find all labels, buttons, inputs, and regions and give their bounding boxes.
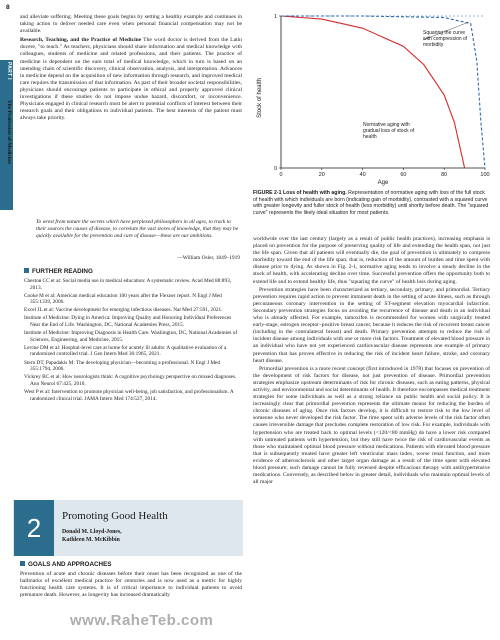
chapter-title: Promoting Good Health bbox=[62, 510, 168, 522]
reference-item: Chestов CC et al: Social media use in medical education: A systematic review. Acad Med 88:893, 2013. bbox=[24, 278, 232, 291]
goals-heading bbox=[20, 561, 112, 568]
body-paragraph: worldwide over the last century (largely as a result of public health practices), increasing emphasis is placed on prevention for the purpose of preserving quality of life and extending the health span, not just the life span. Given that all patients will eventually die, the goal of prevention is ultimately to compress morbidity toward the end of the life span; that is, reduction of the amount of burden and time spent with disease prior to dying. As shown in Fig. 2-1, normative aging tends to involve a steady decline in the stock of health, with accelerating decline over time. Successful prevention offers the opportunity both to extend life and to extend healthy life, thus "squaring the curve" of health loss during aging. bbox=[253, 236, 490, 285]
body-paragraph: Prevention strategies have been characterized as tertiary, secondary, primary, and primordial. Tertiary prevention requires rapid action to prevent imminent death in the setting of acute illness, such as through percutaneous coronary intervention in the setting of ST-segment elevation myocardial infarction. Secondary prevention strategies focus on avoiding the recurrence of disease and death in an individual who is already affected. For example, tamoxifen is recommended for women with surgically treated early-stage, estrogen receptor–positive breast cancer, because it reduces the risk of recurrent breast cancer (including in the contralateral breast) and death. Primary prevention attempts to reduce the risk of incident disease among individuals with one or more risk factors. Treatment of elevated blood pressure in an individual who have not yet experienced cardiovascular disease represents one example of primary prevention that has proven effective in reducing the risk of incident heart failure, stroke, and coronary heart disease. bbox=[253, 286, 490, 364]
reference-item: Institute of Medicine: Dying in America: Improving Quality and Honoring Individual Preferences Near the End of Life. Washington, DC, National Academies Press, 2015. bbox=[24, 315, 232, 329]
y-axis-label: Stock of health bbox=[257, 78, 263, 118]
chapter-number: 2 bbox=[14, 500, 54, 556]
reference-item: Stern DT, Papadakis M: The developing physician—becoming a professional. N Engl J Med 355:1794, 2006. bbox=[24, 359, 221, 373]
x-axis-label: Age bbox=[377, 180, 389, 186]
left-column bbox=[20, 14, 242, 124]
stock-of-health-chart bbox=[253, 8, 490, 186]
reference-item: Levine DM et al: Hospital-level care at home for acutely ill adults: A qualitative evaluation of a randomized controlled trial. J Gen Intern Med 36:1965, 2021. bbox=[24, 344, 227, 358]
x-tick-label: 80 bbox=[441, 172, 448, 178]
x-tick-label: 20 bbox=[318, 172, 325, 178]
further-reading-heading bbox=[24, 268, 93, 275]
figure-caption bbox=[253, 190, 490, 216]
goals-label: GOALS AND APPROACHES bbox=[28, 561, 112, 568]
x-tick-label: 100 bbox=[480, 172, 490, 178]
annotation-normative bbox=[363, 122, 415, 140]
part-title: The Profession of Medicine bbox=[6, 100, 12, 164]
x-tick-label: 60 bbox=[400, 172, 407, 178]
osler-quote: To wrest from nature the secrets which have perplexed philosophers in all ages, to track to their sources the causes of disease, to correlate the vast stores of knowledge, that they may be quickly available for the prevention and cure of disease—these are our ambitions. bbox=[36, 219, 239, 239]
reference-item: West P et al: Intervention to promote physician well-being, job satisfaction, and professionalism. A randomized clinical trial. JAMA Intern Med 174:527, 2014. bbox=[24, 388, 234, 402]
right-column bbox=[253, 236, 490, 487]
part-label: PART I bbox=[6, 62, 12, 80]
x-tick-label: 40 bbox=[359, 172, 366, 178]
y-tick-label: 0 bbox=[273, 166, 277, 172]
figure-title: Loss of health with aging. bbox=[283, 190, 347, 196]
annotation-line: with compression of bbox=[423, 36, 468, 42]
reference-item: Vickrey BC et al: How neurologists think: A cognitive psychology perspective on missed diagnoses. Ann Neurol 67:425, 2010. bbox=[24, 374, 237, 387]
annotation-line: Normative aging with bbox=[363, 122, 410, 128]
author-2: Kathleen M. McKibbin bbox=[62, 537, 120, 543]
annotation-line: gradual loss of stock of bbox=[363, 128, 415, 134]
reference-list bbox=[24, 278, 242, 404]
body-paragraph: Primordial prevention is a more recent concept (first introduced in 1978) that focuses on prevention of the development of risk factors for disease, not just prevention of disease. Primordial prevention strategies emphasize upstream determinants of risk for chronic diseases, such as eating patterns, physical activity, and environmental and social determinants of health. It therefore encompasses medical treatment strategies for some individuals as well as a strong reliance on public health and social policy. It is increasingly clear that primordial prevention represents the ultimate means for reducing the burden of chronic diseases of aging. Once risk factors develop, it is difficult to restore risk to the low level of someone who never developed the risk factor. The time spent with adverse levels of the risk factor often causes irreversible damage that precludes complete restoration of low risk. For example, individuals with hypertension who are treated back to optimal levels (<120/<80 mmHg) do have a lower risk compared with untreated patients with hypertension, but they still have twice the risk of cardiovascular events as those who maintained optimal blood pressure without medications. Patients with elevated blood pressure that is subsequently treated have greater left ventricular mass index, worse renal function, and more evidence of atherosclerosis and other target organ damage as a result of the time spent with elevated blood pressure; such damage cannot be fully reversed despite efficacious therapy with antihypertensive medications. Conversely, as described below in greater detail, individuals who maintain optimal levels of all major bbox=[253, 365, 490, 486]
figure-description: Representation of normative aging with loss of the full stock of health with which individuals are born (indicating gain of morbidity), contrasted with a squared curve with greater longevity and fuller stock of health (less morbidity) until shortly before death. The "squared curve" represents the likely ideal situation for most patients. bbox=[253, 190, 489, 216]
author-1: Donald M. Lloyd-Jones, bbox=[62, 529, 122, 535]
research-body: The word doctor is derived from the Latin docere, "to teach." As teachers, physicians should share information and medical knowledge with colleagues, students of medicine and related professions, and their patients. The practice of medicine is dependent on the sum total of medical knowledge, which in turn is based on an unending chain of scientific discovery, clinical observation, analysis, and interpretation. Advances in medicine depend on the acquisition of new information through research, and improved medical care requires the transmission of that information. As part of their broader societal responsibilities, physicians should encourage patients to participate in ethical and properly approved clinical investigations if these studies do not impose undue hazard, discomfort, or inconvenience. Physicians engaged in clinical research must be alert to potential conflicts of interest between their research goals and their obligations to individual patients. The best interests of the patient must always take priority. bbox=[20, 37, 242, 122]
annotation-line: health bbox=[363, 134, 377, 140]
figure-chart bbox=[253, 8, 490, 186]
annotation-line: Squaring the curve bbox=[423, 30, 465, 36]
quote-attribution: —William Osler, 1849–1919 bbox=[177, 255, 240, 261]
further-reading-label: FURTHER READING bbox=[32, 268, 93, 275]
annotation-squared bbox=[423, 30, 468, 48]
square-bullet-icon bbox=[20, 561, 25, 566]
square-bullet-icon bbox=[24, 268, 29, 273]
reference-item: Institute of Medicine: Improving Diagnosis in Health Care. Washington, DC, National Academies of Sciences, Engineering, and Medicine, 2015. bbox=[24, 330, 238, 343]
figure-label: FIGURE 2-1 bbox=[253, 190, 282, 196]
x-tick-label: 0 bbox=[279, 172, 283, 178]
section-heading: Research, Teaching, and the Practice of Medicine bbox=[20, 37, 142, 44]
research-paragraph bbox=[20, 37, 242, 122]
y-tick-label: 1 bbox=[273, 14, 277, 20]
reference-item: Cooke M et al: American medical education 100 years after the Flexner report. N Engl J Med 355:1339, 2006. bbox=[24, 292, 222, 306]
chapter-authors bbox=[62, 528, 122, 544]
annotation-line: morbidity bbox=[423, 42, 444, 48]
watermark: www.RaheTeb.com bbox=[70, 612, 214, 629]
reference-item: Excel JL et al: Vaccine development for emerging infectious diseases. Nat Med 27:591, 2021. bbox=[24, 307, 223, 314]
intro-paragraph: and alleviate suffering. Meeting these goals begins by setting a healthy example and continues in taking action to deliver needed care even when personal financial compensation may not be available. bbox=[20, 14, 242, 35]
goals-paragraph: Prevention of acute and chronic diseases before their onset has been recognized as one of the hallmarks of excellent medical practice for centuries and is now used as a metric for highly functioning health care systems. It is of critical importance to individual patients to avoid premature death. However, as longevity has increased dramatically bbox=[20, 571, 242, 599]
page-number: 8 bbox=[6, 4, 10, 11]
